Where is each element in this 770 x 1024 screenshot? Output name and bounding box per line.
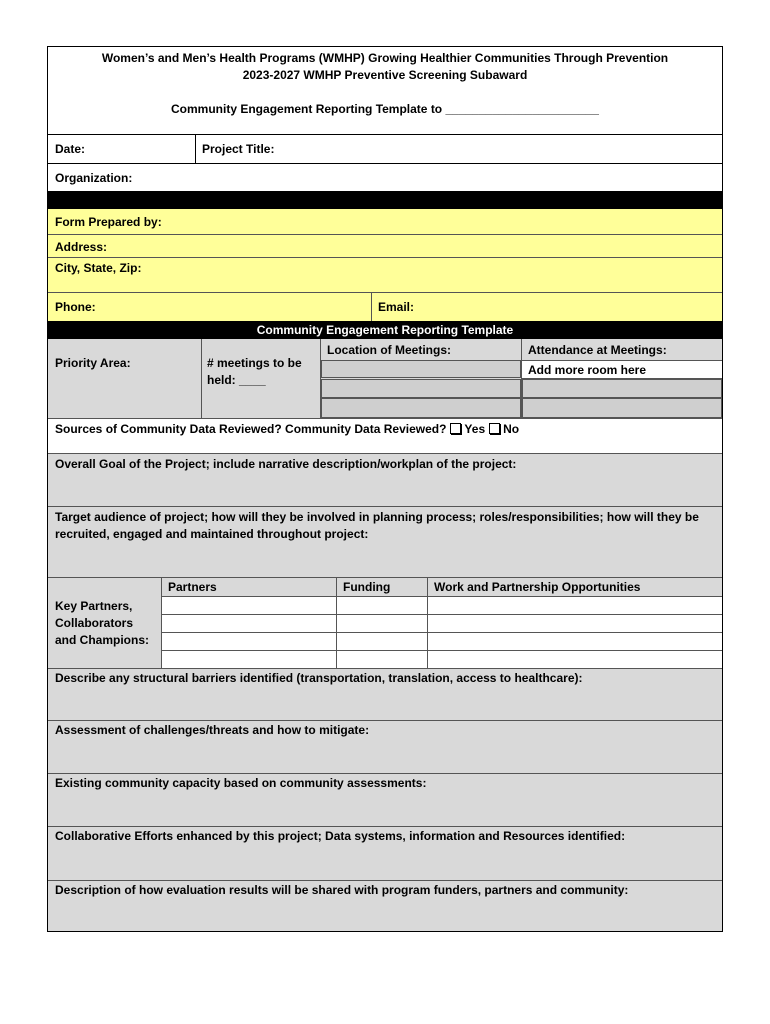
goal-question: Overall Goal of the Project; include narrative description/workplan of the project: bbox=[55, 457, 517, 471]
phone-email-row bbox=[48, 293, 722, 321]
email-field[interactable]: Email: bbox=[378, 300, 415, 314]
priority-block bbox=[48, 339, 722, 418]
header-line-3: Community Engagement Reporting Template to _______________________ bbox=[171, 102, 599, 116]
col-partners-header: Partners bbox=[168, 580, 217, 594]
attendance-cell-2[interactable] bbox=[522, 379, 722, 398]
partner-cell[interactable] bbox=[162, 633, 336, 650]
location-cell-2[interactable] bbox=[321, 379, 521, 398]
date-field[interactable]: Date: bbox=[55, 142, 86, 156]
work-cell[interactable] bbox=[428, 651, 722, 668]
partner-cell[interactable] bbox=[162, 651, 336, 668]
partner-cell[interactable] bbox=[162, 597, 336, 614]
partner-cell[interactable] bbox=[162, 615, 336, 632]
prepared-by-field[interactable]: Form Prepared by: bbox=[55, 215, 162, 229]
reporting-form bbox=[47, 46, 723, 932]
challenges-question: Assessment of challenges/threats and how to mitigate: bbox=[55, 723, 370, 737]
collab-question: Collaborative Efforts enhanced by this project; Data systems, information and Resources identified: bbox=[55, 829, 626, 843]
col-funding-header: Funding bbox=[343, 580, 391, 594]
black-divider bbox=[48, 191, 722, 209]
work-cell[interactable] bbox=[428, 597, 722, 614]
yes-checkbox[interactable] bbox=[450, 423, 461, 434]
meetings-label-2[interactable]: held: ____ bbox=[207, 373, 266, 387]
evaluation-question: Description of how evaluation results will be shared with program funders, partners and community: bbox=[55, 883, 629, 897]
phone-field[interactable]: Phone: bbox=[55, 300, 96, 314]
work-cell[interactable] bbox=[428, 633, 722, 650]
funding-cell[interactable] bbox=[337, 615, 427, 632]
section-title: Community Engagement Reporting Template bbox=[256, 323, 514, 337]
prepared-by-row bbox=[48, 209, 722, 235]
meetings-label-1: # meetings to be bbox=[207, 356, 302, 370]
attendance-cell-1[interactable] bbox=[522, 360, 722, 379]
attendance-cell-3[interactable] bbox=[522, 398, 722, 418]
col-work-header: Work and Partnership Opportunities bbox=[434, 580, 641, 594]
target-question: Target audience of project; how will they be involved in planning process; roles/responsibilities; how will they be recruited, engaged and maintained throughout project: bbox=[55, 510, 699, 541]
goal-box[interactable] bbox=[48, 454, 722, 507]
location-cell-3[interactable] bbox=[321, 398, 521, 418]
collab-box[interactable] bbox=[48, 827, 722, 881]
date-project-row bbox=[48, 135, 722, 163]
barriers-box[interactable] bbox=[48, 668, 722, 721]
location-header: Location of Meetings: bbox=[327, 343, 451, 357]
barriers-question: Describe any structural barriers identified (transportation, translation, access to healthcare): bbox=[55, 671, 583, 685]
sources-question: Sources of Community Data Reviewed? Community Data Reviewed? Yes No bbox=[55, 422, 520, 436]
partners-row-label-2: Collaborators bbox=[55, 616, 134, 630]
location-cell-1[interactable] bbox=[321, 360, 521, 378]
organization-row bbox=[48, 164, 722, 191]
priority-area-label: Priority Area: bbox=[55, 356, 131, 370]
partners-row-label-1: Key Partners, bbox=[55, 599, 133, 613]
attendance-header: Attendance at Meetings: bbox=[528, 343, 667, 357]
sources-row bbox=[48, 418, 722, 454]
header-line-1: Women’s and Men’s Health Programs (WMHP) Growing Healthier Communities Through Prevention bbox=[101, 51, 669, 65]
project-title-field[interactable]: Project Title: bbox=[202, 142, 275, 156]
city-state-zip-field[interactable]: City, State, Zip: bbox=[55, 261, 142, 275]
capacity-box[interactable] bbox=[48, 774, 722, 827]
work-cell[interactable] bbox=[428, 615, 722, 632]
target-box[interactable] bbox=[48, 507, 722, 578]
address-row bbox=[48, 235, 722, 258]
city-row bbox=[48, 258, 722, 293]
partners-row-label-3: and Champions: bbox=[55, 633, 150, 647]
organization-field[interactable]: Organization: bbox=[55, 171, 133, 185]
challenges-box[interactable] bbox=[48, 721, 722, 774]
no-label: No bbox=[503, 422, 520, 436]
section-title-bar bbox=[48, 321, 722, 339]
capacity-question: Existing community capacity based on community assessments: bbox=[55, 776, 427, 790]
evaluation-box[interactable] bbox=[48, 881, 722, 931]
no-checkbox[interactable] bbox=[489, 423, 500, 434]
funding-cell[interactable] bbox=[337, 633, 427, 650]
yes-label: Yes bbox=[464, 422, 486, 436]
funding-cell[interactable] bbox=[337, 651, 427, 668]
partners-table bbox=[48, 578, 722, 668]
header-line-2: 2023-2027 WMHP Preventive Screening Subaward bbox=[242, 68, 528, 82]
add-room-text: Add more room here bbox=[528, 363, 647, 377]
address-field[interactable]: Address: bbox=[55, 240, 108, 254]
funding-cell[interactable] bbox=[337, 597, 427, 614]
